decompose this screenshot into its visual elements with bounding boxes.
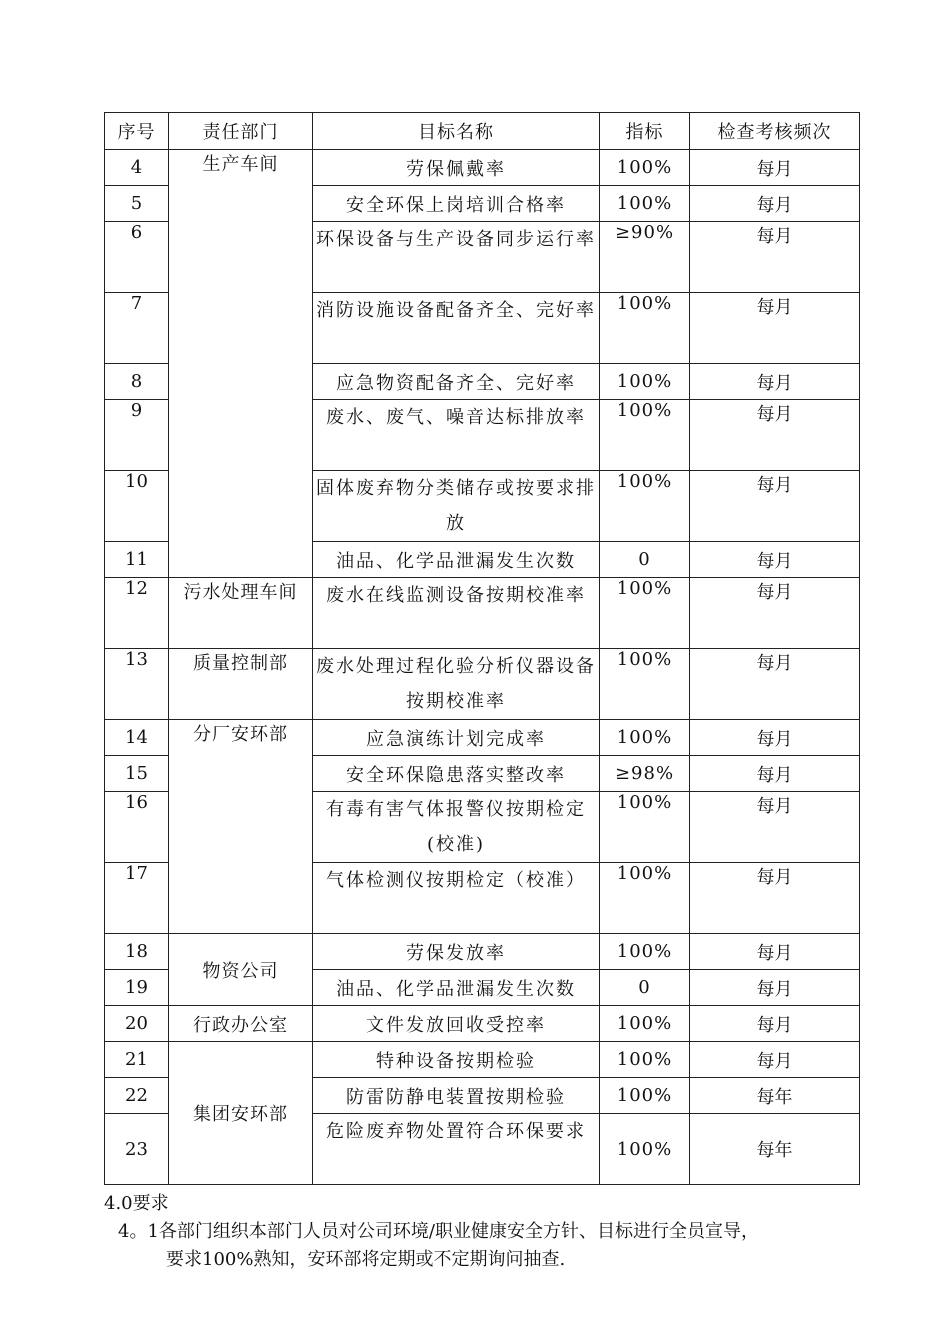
header-indicator: 指标 xyxy=(600,113,690,150)
indicator: 100% xyxy=(600,364,690,400)
header-no: 序号 xyxy=(105,113,169,150)
indicator: 100% xyxy=(600,1114,690,1185)
indicator: 100% xyxy=(600,578,690,649)
indicator: 100% xyxy=(600,720,690,756)
goal-name: 环保设备与生产设备同步运行率 xyxy=(313,222,600,293)
row-number: 18 xyxy=(105,934,169,970)
header-frequency: 检查考核频次 xyxy=(690,113,860,150)
frequency: 每月 xyxy=(690,1042,860,1078)
frequency: 每月 xyxy=(690,364,860,400)
table-row xyxy=(105,1006,860,1042)
frequency: 每月 xyxy=(690,186,860,222)
goal-name: 有毒有害气体报警仪按期检定(校准) xyxy=(313,792,600,863)
indicator: 100% xyxy=(600,792,690,863)
goal-name: 安全环保隐患落实整改率 xyxy=(313,756,600,792)
indicator: 100% xyxy=(600,186,690,222)
requirements-section xyxy=(104,1190,759,1274)
requirement-item-line1: 4。1各部门组织本部门人员对公司环境/职业健康安全方针、目标进行全员宣导， xyxy=(118,1221,759,1242)
frequency: 每月 xyxy=(690,649,860,720)
table-row xyxy=(105,934,860,970)
frequency: 每月 xyxy=(690,150,860,186)
frequency: 每月 xyxy=(690,934,860,970)
requirement-item-line2: 要求100%熟知，安环部将定期或不定期询问抽查. xyxy=(166,1249,566,1270)
table-header-row xyxy=(105,113,860,150)
row-number: 4 xyxy=(105,150,169,186)
dept-cell: 质量控制部 xyxy=(169,649,313,720)
row-number: 6 xyxy=(105,222,169,293)
goal-name: 危险废弃物处置符合环保要求 xyxy=(313,1114,600,1185)
frequency: 每月 xyxy=(690,578,860,649)
row-number: 23 xyxy=(105,1114,169,1185)
indicator: 0 xyxy=(600,542,690,578)
frequency: 每月 xyxy=(690,720,860,756)
indicator: 100% xyxy=(600,1006,690,1042)
row-number: 14 xyxy=(105,720,169,756)
frequency: 每月 xyxy=(690,1006,860,1042)
table-row xyxy=(105,150,860,186)
frequency: 每月 xyxy=(690,542,860,578)
goal-name: 废水、废气、噪音达标排放率 xyxy=(313,400,600,471)
row-number: 21 xyxy=(105,1042,169,1078)
indicator: 0 xyxy=(600,970,690,1006)
dept-cell: 物资公司 xyxy=(169,934,313,1006)
row-number: 11 xyxy=(105,542,169,578)
goal-name: 应急物资配备齐全、完好率 xyxy=(313,364,600,400)
goal-name: 固体废弃物分类储存或按要求排放 xyxy=(313,471,600,542)
goal-name: 油品、化学品泄漏发生次数 xyxy=(313,970,600,1006)
row-number: 15 xyxy=(105,756,169,792)
dept-cell: 生产车间 xyxy=(169,150,313,578)
frequency: 每月 xyxy=(690,293,860,364)
goal-name: 劳保发放率 xyxy=(313,934,600,970)
header-dept: 责任部门 xyxy=(169,113,313,150)
table-row xyxy=(105,1042,860,1078)
row-number: 20 xyxy=(105,1006,169,1042)
indicator: 100% xyxy=(600,150,690,186)
indicator: 100% xyxy=(600,863,690,934)
requirements-heading: 4.0要求 xyxy=(104,1193,169,1214)
frequency: 每年 xyxy=(690,1078,860,1114)
row-number: 13 xyxy=(105,649,169,720)
header-goal-name: 目标名称 xyxy=(313,113,600,150)
table-row xyxy=(105,720,860,756)
row-number: 5 xyxy=(105,186,169,222)
indicator: ≥90% xyxy=(600,222,690,293)
frequency: 每月 xyxy=(690,222,860,293)
frequency: 每月 xyxy=(690,792,860,863)
row-number: 8 xyxy=(105,364,169,400)
indicator: 100% xyxy=(600,649,690,720)
row-number: 12 xyxy=(105,578,169,649)
table-row xyxy=(105,578,860,649)
row-number: 7 xyxy=(105,293,169,364)
row-number: 9 xyxy=(105,400,169,471)
goal-name: 防雷防静电装置按期检验 xyxy=(313,1078,600,1114)
indicator: 100% xyxy=(600,293,690,364)
indicator: 100% xyxy=(600,934,690,970)
goal-name: 废水处理过程化验分析仪器设备按期校准率 xyxy=(313,649,600,720)
row-number: 17 xyxy=(105,863,169,934)
goal-name: 气体检测仪按期检定（校准） xyxy=(313,863,600,934)
row-number: 22 xyxy=(105,1078,169,1114)
dept-cell: 集团安环部 xyxy=(169,1042,313,1185)
goal-name: 安全环保上岗培训合格率 xyxy=(313,186,600,222)
goal-name: 劳保佩戴率 xyxy=(313,150,600,186)
goal-name: 废水在线监测设备按期校准率 xyxy=(313,578,600,649)
dept-cell: 污水处理车间 xyxy=(169,578,313,649)
row-number: 16 xyxy=(105,792,169,863)
indicator: 100% xyxy=(600,471,690,542)
dept-cell: 分厂安环部 xyxy=(169,720,313,934)
frequency: 每年 xyxy=(690,1114,860,1185)
frequency: 每月 xyxy=(690,863,860,934)
row-number: 10 xyxy=(105,471,169,542)
frequency: 每月 xyxy=(690,471,860,542)
indicator: ≥98% xyxy=(600,756,690,792)
frequency: 每月 xyxy=(690,400,860,471)
goal-name: 文件发放回收受控率 xyxy=(313,1006,600,1042)
goal-name: 特种设备按期检验 xyxy=(313,1042,600,1078)
dept-cell: 行政办公室 xyxy=(169,1006,313,1042)
goal-name: 消防设施设备配备齐全、完好率 xyxy=(313,293,600,364)
indicator: 100% xyxy=(600,1042,690,1078)
goal-name: 应急演练计划完成率 xyxy=(313,720,600,756)
frequency: 每月 xyxy=(690,970,860,1006)
frequency: 每月 xyxy=(690,756,860,792)
table-row xyxy=(105,649,860,720)
indicator: 100% xyxy=(600,400,690,471)
row-number: 19 xyxy=(105,970,169,1006)
safety-goals-table xyxy=(104,112,860,1185)
indicator: 100% xyxy=(600,1078,690,1114)
goal-name: 油品、化学品泄漏发生次数 xyxy=(313,542,600,578)
